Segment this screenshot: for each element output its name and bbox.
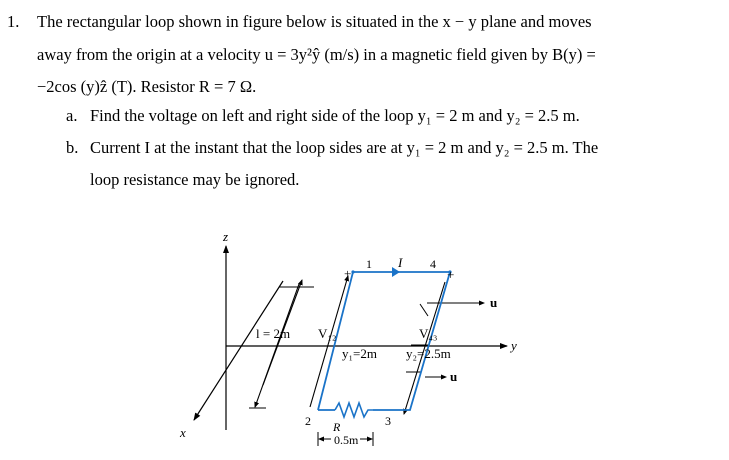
problem-number: 1. <box>7 12 20 31</box>
problem-line-3: −2cos (y)ẑ (T). Resistor R = 7 Ω. <box>37 77 257 96</box>
resistor-label: R <box>333 420 341 434</box>
node-2-label: 2 <box>305 414 311 428</box>
part-a-label: a. <box>66 106 78 125</box>
y-axis-label: y <box>511 338 517 353</box>
left-voltage-arrow <box>310 276 348 407</box>
node-1-dot <box>351 270 354 273</box>
width-label: 0.5m <box>334 433 359 447</box>
problem-line-1: The rectangular loop shown in figure below is situated in the x − y plane and moves <box>37 12 592 31</box>
plus-right-label: + <box>447 267 455 282</box>
length-label: l = 2m <box>256 326 291 341</box>
node-3-label: 3 <box>385 414 391 428</box>
z-axis-label: z <box>223 229 229 244</box>
v12-label: V₁₂ <box>318 326 337 341</box>
y1-label: y₁=2m <box>342 346 377 361</box>
problem-line-2: away from the origin at a velocity u = 3y²ŷ (m/s) in a magnetic field given by B(y) = <box>37 45 596 64</box>
part-b-label: b. <box>66 138 79 157</box>
part-b-text-1: Current I at the instant that the loop sides are at y₁ = 2 m and y₂ = 2.5 m. The <box>90 138 599 157</box>
velocity-label-top: u <box>490 295 498 310</box>
node-4-label: 4 <box>430 257 436 271</box>
part-a-text: Find the voltage on left and right side of the loop y₁ = 2 m and y₂ = 2.5 m. <box>90 106 580 125</box>
resistor-symbol <box>335 403 373 417</box>
current-label: I <box>398 255 403 270</box>
x-axis <box>194 281 283 420</box>
v43-label: V₄₃ <box>419 326 438 341</box>
right-tick-diag <box>420 304 428 316</box>
part-b-text-2: loop resistance may be ignored. <box>90 170 300 189</box>
x-axis-label: x <box>180 425 186 440</box>
plus-left-label: + <box>344 266 352 281</box>
velocity-label-bottom: u <box>450 369 458 384</box>
y2-label: y₂=2.5m <box>406 346 451 361</box>
node-1-label: 1 <box>366 257 372 271</box>
